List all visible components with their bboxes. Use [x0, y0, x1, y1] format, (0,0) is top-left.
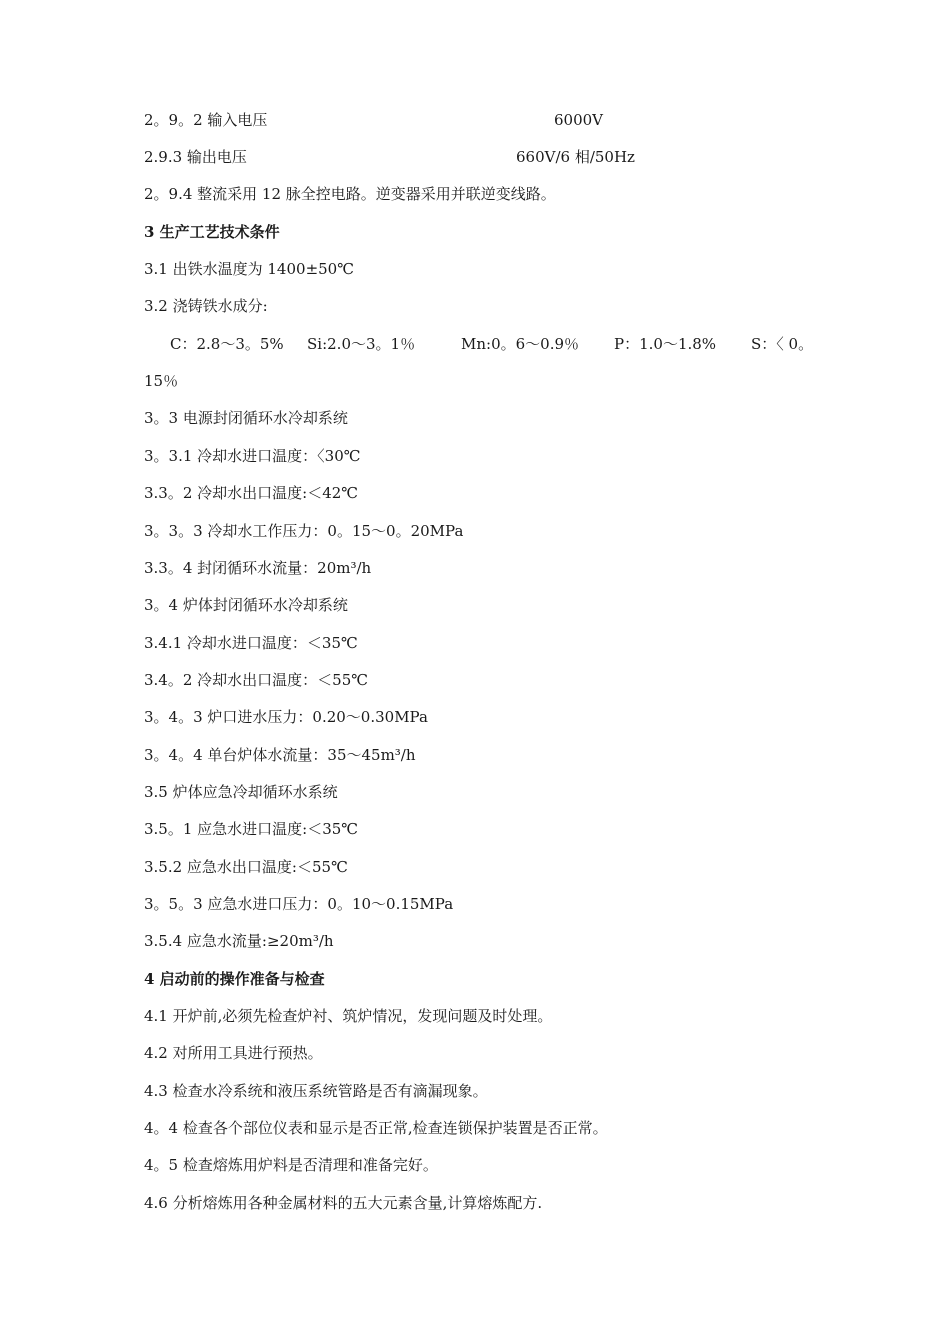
- item-3-4-3: 3。4。3 炉口进水压力：0.20～0.30MPa: [144, 708, 428, 726]
- composition-p: P：1.0～1.8%: [614, 335, 717, 353]
- item-3-3-1: 3。3.1 冷却水进口温度：〈30℃: [144, 447, 361, 465]
- item-3-3: 3。3 电源封闭循环水冷却系统: [144, 409, 348, 427]
- item-4-3: 4.3 检查水冷系统和液压系统管路是否有滴漏现象。: [144, 1082, 488, 1100]
- composition-c: C：2.8～3。5%: [170, 335, 284, 353]
- section-heading-3: 3 生产工艺技术条件: [144, 223, 280, 241]
- item-4-1: 4.1 开炉前,必须先检查炉衬、筑炉情况，发现问题及时处理。: [144, 1007, 553, 1025]
- spec-input-voltage-value: 6000V: [554, 111, 604, 129]
- section-heading-4: 4 启动前的操作准备与检查: [144, 970, 325, 988]
- item-3-5-2: 3.5.2 应急水出口温度:＜55℃: [144, 858, 348, 876]
- item-3-5: 3.5 炉体应急冷却循环水系统: [144, 783, 338, 801]
- item-4-2: 4.2 对所用工具进行预热。: [144, 1044, 323, 1062]
- item-3-1: 3.1 出铁水温度为 1400±50℃: [144, 260, 355, 278]
- item-3-3-4: 3.3。4 封闭循环水流量：20m³/h: [144, 559, 372, 577]
- item-3-5-4: 3.5.4 应急水流量:≥20m³/h: [144, 932, 334, 950]
- spec-output-voltage-label: 2.9.3 输出电压: [144, 148, 247, 166]
- item-3-3-3: 3。3。3 冷却水工作压力：0。15～0。20MPa: [144, 522, 464, 540]
- item-3-2: 3.2 浇铸铁水成分:: [144, 297, 268, 315]
- spec-output-voltage-value: 660V/6 相/50Hz: [516, 148, 635, 166]
- item-3-3-2: 3.3。2 冷却水出口温度:＜42℃: [144, 484, 359, 502]
- item-4-4: 4。4 检查各个部位仪表和显示是否正常,检查连锁保护装置是否正常。: [144, 1119, 608, 1137]
- item-3-4-2: 3.4。2 冷却水出口温度：＜55℃: [144, 671, 369, 689]
- item-3-4-1: 3.4.1 冷却水进口温度：＜35℃: [144, 634, 358, 652]
- item-4-6: 4.6 分析熔炼用各种金属材料的五大元素含量,计算熔炼配方.: [144, 1194, 543, 1212]
- item-3-4: 3。4 炉体封闭循环水冷却系统: [144, 596, 348, 614]
- spec-rectifier: 2。9.4 整流采用 12 脉全控电路。逆变器采用并联逆变线路。: [144, 185, 556, 203]
- item-3-5-3: 3。5。3 应急水进口压力：0。10～0.15MPa: [144, 895, 454, 913]
- composition-s-continued: 15％: [144, 372, 179, 390]
- spec-input-voltage-label: 2。9。2 输入电压: [144, 111, 268, 129]
- item-3-4-4: 3。4。4 单台炉体水流量：35～45m³/h: [144, 746, 416, 764]
- composition-si: Si:2.0～3。1％: [307, 335, 416, 353]
- composition-s: S：〈 0。: [751, 335, 814, 353]
- composition-mn: Mn:0。6～0.9％: [461, 335, 580, 353]
- item-4-5: 4。5 检查熔炼用炉料是否清理和准备完好。: [144, 1156, 438, 1174]
- item-3-5-1: 3.5。1 应急水进口温度:＜35℃: [144, 820, 359, 838]
